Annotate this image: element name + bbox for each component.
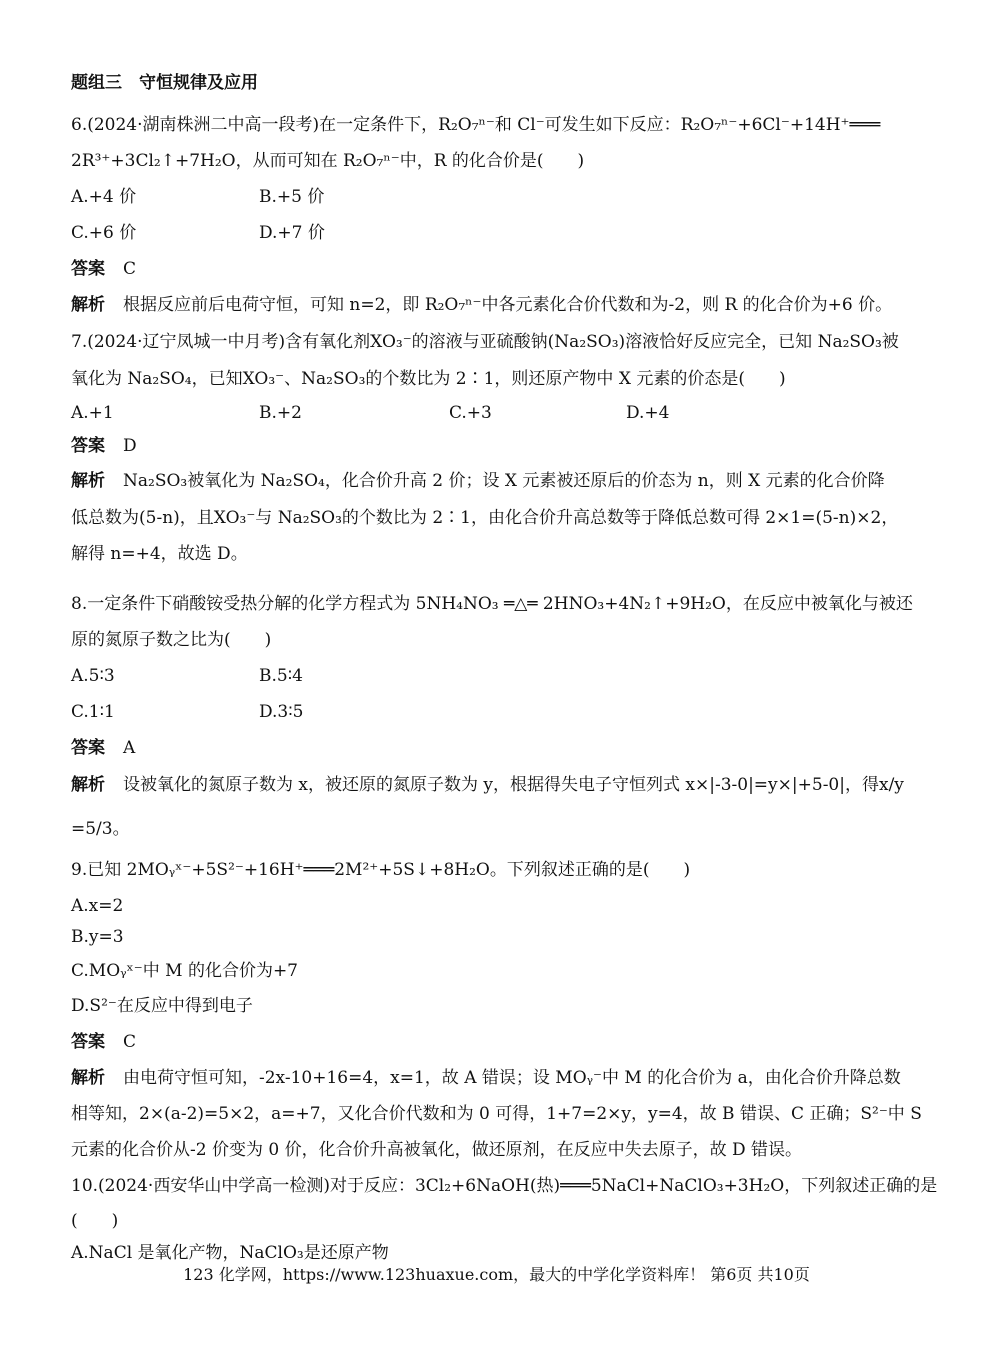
analysis-label: 解析 xyxy=(71,295,105,315)
q6-stem-line1: 6.(2024·湖南株洲二中高一段考)在一定条件下，R₂O₇ⁿ⁻和 Cl⁻可发生如下反应：R₂O₇ⁿ⁻+6Cl⁻+14H⁺═══ xyxy=(71,115,881,135)
q7-analysis-line3: 解得 n=+4，故选 D。 xyxy=(71,544,248,564)
q7-option-d: D.+4 xyxy=(626,403,670,423)
q8-analysis-line1 xyxy=(71,774,904,796)
q6-option-a: A.+4 价 xyxy=(71,187,137,207)
section-title: 题组三 守恒规律及应用 xyxy=(71,73,258,93)
q8-answer xyxy=(71,737,135,759)
q7-answer xyxy=(71,435,137,457)
q7-analysis-line1 xyxy=(71,470,885,492)
answer-value: C xyxy=(123,259,137,279)
analysis-text: Na₂SO₃被氧化为 Na₂SO₄，化合价升高 2 价；设 X 元素被还原后的价态为 n，则 X 元素的化合价降 xyxy=(123,471,885,491)
q10-stem-line1: 10.(2024·西安华山中学高一检测)对于反应：3Cl₂+6NaOH(热)═══5NaCl+NaClO₃+3H₂O，下列叙述正确的是 xyxy=(71,1176,938,1196)
answer-label: 答案 xyxy=(71,1032,105,1052)
q9-option-a: A.x=2 xyxy=(71,896,124,916)
q7-option-c: C.+3 xyxy=(449,403,492,423)
q8-option-d: D.3∶5 xyxy=(259,702,304,722)
q6-option-b: B.+5 价 xyxy=(259,187,325,207)
q9-answer xyxy=(71,1031,136,1053)
q8-analysis-line2: =5/3。 xyxy=(71,819,130,839)
page-footer: 123 化学网，https://www.123huaxue.com，最大的中学化学资料库！ 第6页 共10页 xyxy=(183,1265,810,1284)
q8-option-b: B.5∶4 xyxy=(259,666,303,686)
q9-option-b: B.y=3 xyxy=(71,927,124,947)
q8-stem-line1: 8.一定条件下硝酸铵受热分解的化学方程式为 5NH₄NO₃ ═△═ 2HNO₃+4N₂↑+9H₂O，在反应中被氧化与被还 xyxy=(71,594,913,614)
answer-label: 答案 xyxy=(71,738,105,758)
q9-stem-line1: 9.已知 2MOᵧˣ⁻+5S²⁻+16H⁺═══2M²⁺+5S↓+8H₂O。下列叙述正确的是( ) xyxy=(71,860,691,880)
answer-value: A xyxy=(123,738,136,758)
q10-option-a: A.NaCl 是氧化产物，NaClO₃是还原产物 xyxy=(71,1243,389,1263)
q7-stem-line1: 7.(2024·辽宁凤城一中月考)含有氧化剂XO₃⁻的溶液与亚硫酸钠(Na₂SO₃)溶液恰好反应完全，已知 Na₂SO₃被 xyxy=(71,332,899,352)
answer-value: D xyxy=(123,436,137,456)
q7-option-b: B.+2 xyxy=(259,403,302,423)
q6-option-c: C.+6 价 xyxy=(71,223,137,243)
q6-analysis xyxy=(71,294,892,316)
analysis-text: 设被氧化的氮原子数为 x，被还原的氮原子数为 y，根据得失电子守恒列式 x×|-3-0|=y×|+5-0|，得x/y xyxy=(123,775,904,795)
analysis-label: 解析 xyxy=(71,1068,105,1088)
q8-option-a: A.5∶3 xyxy=(71,666,115,686)
q9-option-c: C.MOᵧˣ⁻中 M 的化合价为+7 xyxy=(71,961,299,981)
q9-analysis-line3: 元素的化合价从-2 价变为 0 价，化合价升高被氧化，做还原剂，在反应中失去原子，故 D 错误。 xyxy=(71,1140,803,1160)
q10-stem-line2: ( ) xyxy=(71,1211,119,1231)
q7-option-a: A.+1 xyxy=(71,403,114,423)
answer-value: C xyxy=(123,1032,137,1052)
analysis-label: 解析 xyxy=(71,471,105,491)
q7-analysis-line2: 低总数为(5-n)，且XO₃⁻与 Na₂SO₃的个数比为 2∶1，由化合价升高总数等于降低总数可得 2×1=(5-n)×2， xyxy=(71,508,899,528)
answer-label: 答案 xyxy=(71,436,105,456)
answer-label: 答案 xyxy=(71,259,105,279)
analysis-text: 由电荷守恒可知，-2x-10+16=4，x=1，故 A 错误；设 MOᵧ⁻中 M 的化合价为 a，由化合价升降总数 xyxy=(123,1068,901,1088)
analysis-label: 解析 xyxy=(71,775,105,795)
q9-analysis-line2: 相等知，2×(a-2)=5×2，a=+7，又化合价代数和为 0 可得，1+7=2×y，y=4，故 B 错误、C 正确；S²⁻中 S xyxy=(71,1104,922,1124)
q7-stem-line2: 氧化为 Na₂SO₄，已知XO₃⁻、Na₂SO₃的个数比为 2∶1，则还原产物中 X 元素的价态是( ) xyxy=(71,369,786,389)
q8-stem-line2: 原的氮原子数之比为( ) xyxy=(71,630,272,650)
q6-option-d: D.+7 价 xyxy=(259,223,325,243)
q8-option-c: C.1∶1 xyxy=(71,702,115,722)
q6-answer xyxy=(71,258,136,280)
q9-option-d: D.S²⁻在反应中得到电子 xyxy=(71,996,253,1016)
analysis-text: 根据反应前后电荷守恒，可知 n=2，即 R₂O₇ⁿ⁻中各元素化合价代数和为-2，则 R 的化合价为+6 价。 xyxy=(123,295,893,315)
q9-analysis-line1 xyxy=(71,1067,901,1089)
q6-stem-line2: 2R³⁺+3Cl₂↑+7H₂O，从而可知在 R₂O₇ⁿ⁻中，R 的化合价是( ) xyxy=(71,151,585,171)
